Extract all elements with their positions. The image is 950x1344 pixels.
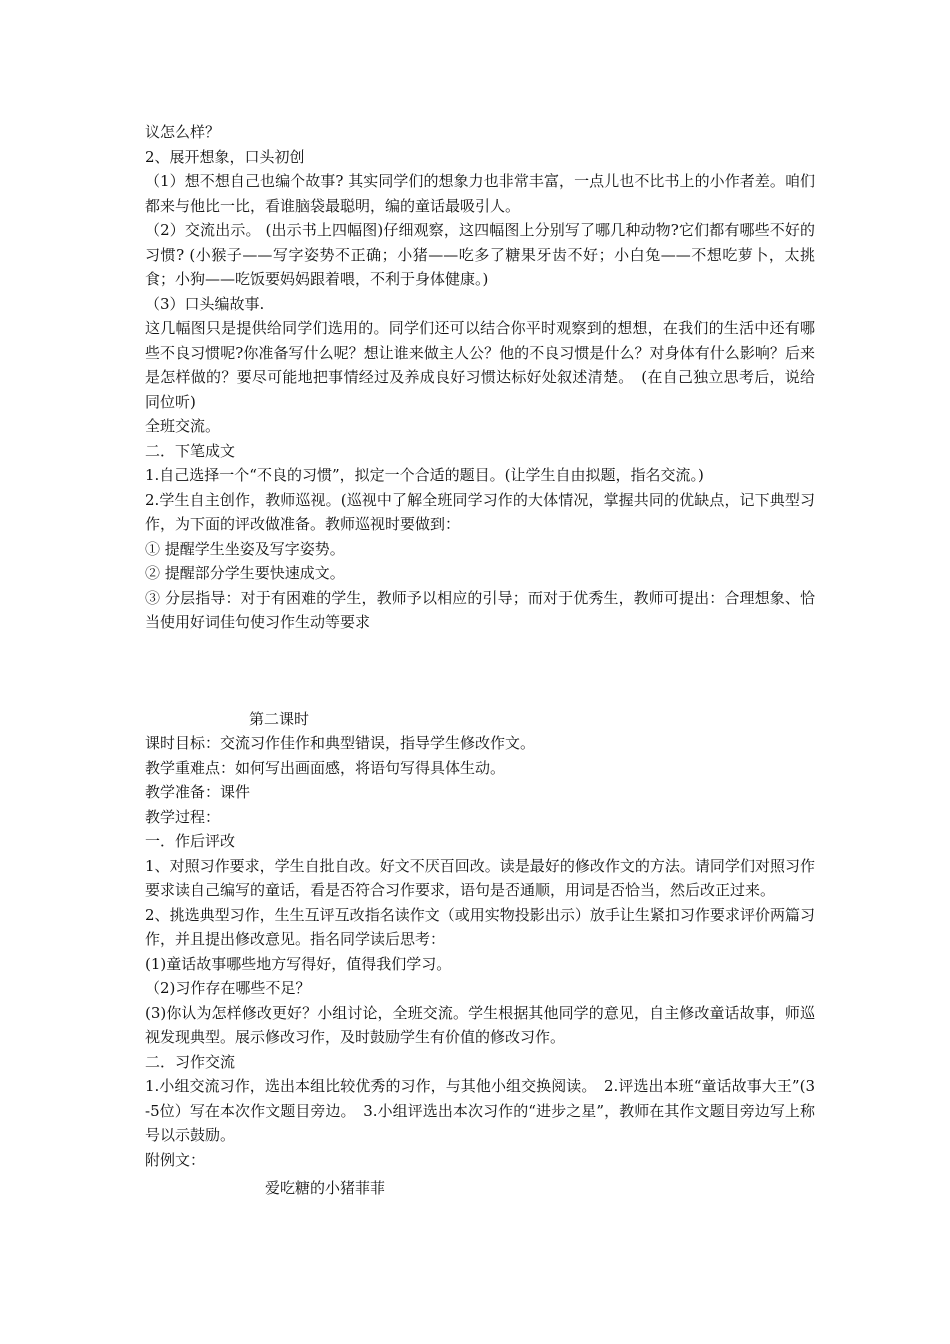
paragraph: 这几幅图只是提供给同学们选用的。同学们还可以结合你平时观察到的想想，在我们的生活中还有哪些不良习惯呢?你准备写什么呢？想让谁来做主人公？他的不良习惯是什么？对身体有什么影响？后来是怎样做的？要尽可能地把事情经过及养成良好习惯达标好处叙述清楚。 (在自己独立思考后，说给同位听) <box>145 319 815 411</box>
text-line: 议怎么样？ <box>145 123 221 141</box>
paragraph: （1）想不想自己也编个故事? 其实同学们的想象力也非常丰富，一点儿也不比书上的小作者差。咱们都来与他比一比，看谁脑袋最聪明，编的童话最吸引人。 <box>145 172 815 215</box>
paragraph: （2）交流出示。 (出示书上四幅图)仔细观察，这四幅图上分别写了哪几种动物?它们都有哪些不好的习惯? (小猴子——写字姿势不正确；小猪——吃多了糖果牙齿不好；小白兔——不想吃萝卜，太挑食；小狗——吃饭要妈妈跟着喂，不利于身体健康。) <box>145 221 815 288</box>
text-line: 教学过程： <box>145 807 221 826</box>
text-line: 全班交流。 <box>145 417 221 435</box>
lesson-title: 第二课时 <box>249 709 310 728</box>
document-body <box>145 120 815 1201</box>
list-item: ② 提醒部分学生要快速成文。 <box>145 564 345 582</box>
list-item: (1)童话故事哪些地方写得好，值得我们学习。 <box>145 954 452 973</box>
spacer <box>145 635 815 707</box>
section-heading: 二．下笔成文 <box>145 441 236 460</box>
text-line: 附例文： <box>145 1150 206 1169</box>
paragraph: 1、对照习作要求，学生自批自改。好文不厌百回改。读是最好的修改作文的方法。请同学们对照习作要求读自己编写的童话，看是否符合习作要求，语句是否通顺，用词是否恰当，然后改正过来。 <box>145 856 815 899</box>
text-line: 教学准备：课件 <box>145 783 251 801</box>
list-item: (3)你认为怎样修改更好？小组讨论，全班交流。学生根据其他同学的意见，自主修改童话故事，师巡视发现典型。展示修改习作，及时鼓励学生有价值的修改习作。 <box>145 1003 815 1046</box>
text-line: 课时目标：交流习作佳作和典型错误，指导学生修改作文。 <box>145 734 536 752</box>
list-item: （2)习作存在哪些不足？ <box>145 979 311 997</box>
list-item: ① 提醒学生坐姿及写字姿势。 <box>145 539 345 558</box>
text-line: 教学重难点：如何写出画面感，将语句写得具体生动。 <box>145 758 506 777</box>
paragraph: 1.自己选择一个“不良的习惯”，拟定一个合适的题目。(让学生自由拟题，指名交流。) <box>145 466 704 484</box>
essay-title: 爱吃糖的小猪菲菲 <box>265 1179 386 1197</box>
section-heading: 2、展开想象，口头初创 <box>145 147 305 166</box>
paragraph: 2、挑选典型习作，生生互评互改指名读作文（或用实物投影出示）放手让生紧扣习作要求评价两篇习作，并且提出修改意见。指名同学读后思考： <box>145 905 815 948</box>
section-heading: 一．作后评改 <box>145 832 236 850</box>
text-line: （3）口头编故事. <box>145 294 265 313</box>
list-item: ③ 分层指导：对于有困难的学生，教师予以相应的引导；而对于优秀生，教师可提出：合理想象、恰当使用好词佳句使习作生动等要求 <box>145 588 815 631</box>
paragraph: 2.学生自主创作，教师巡视。(巡视中了解全班同学习作的大体情况，掌握共同的优缺点，记下典型习作，为下面的评改做准备。教师巡视时要做到： <box>145 490 815 533</box>
paragraph: 1.小组交流习作，选出本组比较优秀的习作，与其他小组交换阅读。 2.评选出本班“童话故事大王”(3-5位）写在本次作文题目旁边。 3.小组评选出本次习作的“进步之星”，教师在其作文题目旁边写上称号以示鼓励。 <box>145 1077 815 1144</box>
section-heading: 二．习作交流 <box>145 1052 236 1071</box>
